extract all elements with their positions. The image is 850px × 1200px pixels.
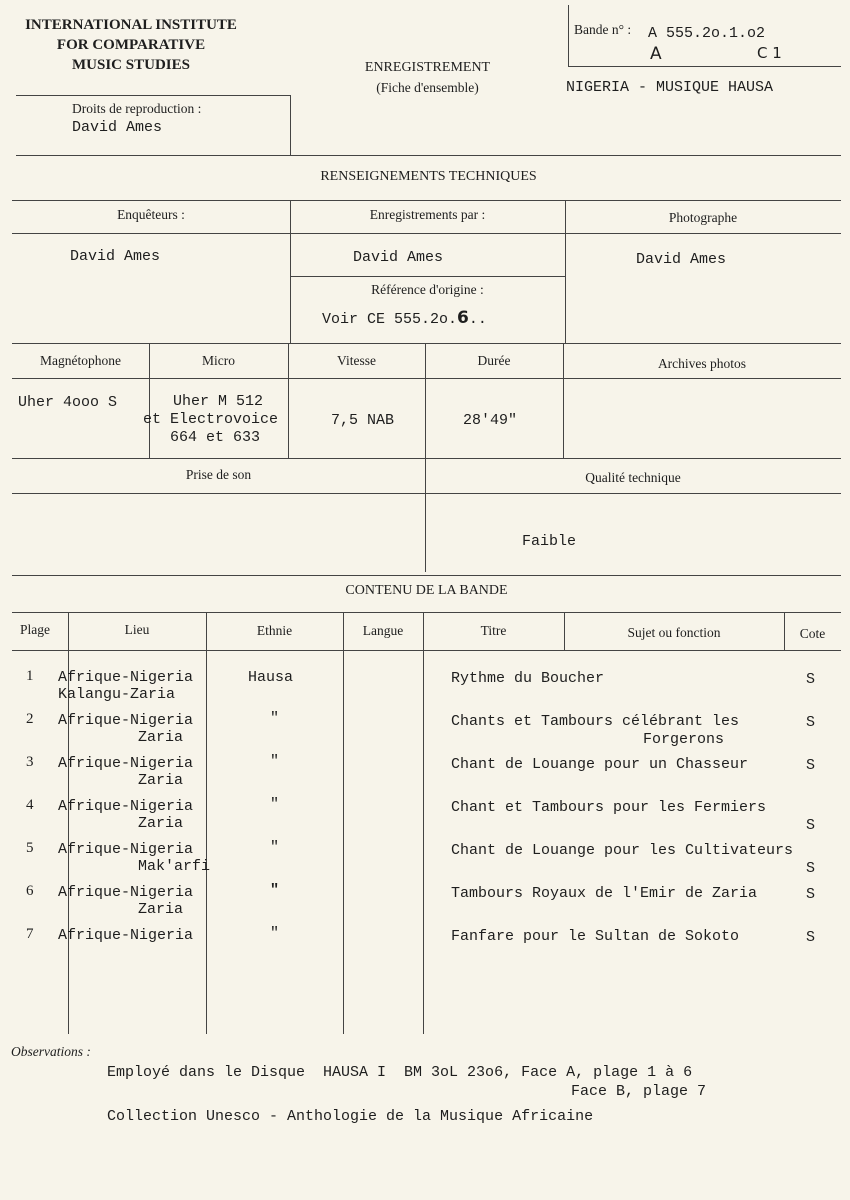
photographe-label: Photographe xyxy=(668,210,738,225)
row-ethnie: " xyxy=(270,796,280,813)
row-titre: Chants et Tambours célébrant les xyxy=(451,713,740,730)
table-row xyxy=(0,840,850,880)
row-lieu-detail: Zaria xyxy=(138,729,184,746)
row-lieu-detail: Zaria xyxy=(138,772,184,789)
row-cote: S xyxy=(806,671,816,688)
bande-number: A 555.2o.1.o2 xyxy=(648,25,766,42)
reference-label: Référence d'origine : xyxy=(371,282,484,297)
reference-suffix: .. xyxy=(468,311,487,328)
row-titre: Chant de Louange pour un Chasseur xyxy=(451,756,749,773)
row-lieu-detail: Zaria xyxy=(138,901,184,918)
prise-label: Prise de son xyxy=(185,467,252,482)
magneto-value: Uher 4ooo S xyxy=(18,394,118,411)
enregistrements-label: Enregistrements par : xyxy=(369,207,486,222)
reference-value: Voir CE 555.2o. xyxy=(322,311,458,328)
region-title: NIGERIA - MUSIQUE HAUSA xyxy=(566,79,774,96)
row-plage: 1 xyxy=(26,668,34,684)
row-ethnie: " xyxy=(270,753,280,770)
row-titre-cont: Forgerons xyxy=(643,731,725,748)
row-plage: 7 xyxy=(26,926,34,942)
observations-line-3: Collection Unesco - Anthologie de la Musique Africaine xyxy=(107,1108,594,1125)
row-plage: 2 xyxy=(26,711,34,727)
qualite-label: Qualité technique xyxy=(585,470,681,485)
vitesse-label: Vitesse xyxy=(337,353,376,368)
enqueteurs-value: David Ames xyxy=(70,248,161,265)
observations-line-2: Face B, plage 7 xyxy=(571,1083,707,1100)
col-sujet: Sujet ou fonction xyxy=(627,625,721,640)
magneto-label: Magnétophone xyxy=(40,353,121,368)
row-lieu: Afrique-Nigeria xyxy=(58,669,194,686)
row-plage: 3 xyxy=(26,754,34,770)
row-titre: Tambours Royaux de l'Emir de Zaria xyxy=(451,885,758,902)
row-cote: S xyxy=(806,886,816,903)
col-plage: Plage xyxy=(20,622,50,637)
row-plage: 6 xyxy=(26,883,34,899)
row-titre: Fanfare pour le Sultan de Sokoto xyxy=(451,928,740,945)
row-titre: Rythme du Boucher xyxy=(451,670,605,687)
table-row xyxy=(0,926,850,966)
row-cote: S xyxy=(806,860,816,877)
table-row xyxy=(0,797,850,837)
row-lieu: Afrique-Nigeria xyxy=(58,841,194,858)
reference-value-group xyxy=(322,308,487,328)
col-titre: Titre xyxy=(480,623,507,638)
observations-label: Observations : xyxy=(11,1044,91,1059)
form-subtitle: (Fiche d'ensemble) xyxy=(376,80,479,95)
row-cote: S xyxy=(806,714,816,731)
tech-section-title: RENSEIGNEMENTS TECHNIQUES xyxy=(320,169,537,184)
row-cote: S xyxy=(806,817,816,834)
row-ethnie: " xyxy=(270,710,280,727)
archives-label: Archives photos xyxy=(657,356,747,371)
table-row xyxy=(0,883,850,923)
table-row xyxy=(0,668,850,708)
photographe-value: David Ames xyxy=(636,251,727,268)
bande-handwritten-c: C 1 xyxy=(757,44,782,62)
institute-line-2: FOR COMPARATIVE xyxy=(56,37,206,53)
content-section-title: CONTENU DE LA BANDE xyxy=(345,583,508,598)
vitesse-value: 7,5 NAB xyxy=(331,412,395,429)
col-lieu: Lieu xyxy=(124,622,150,637)
row-plage: 4 xyxy=(26,797,34,813)
row-plage: 5 xyxy=(26,840,34,856)
row-titre: Chant et Tambours pour les Fermiers xyxy=(451,799,767,816)
droits-value: David Ames xyxy=(72,119,163,136)
micro-line-1: Uher M 512 xyxy=(173,393,264,410)
micro-label: Micro xyxy=(202,353,235,368)
row-lieu: Afrique-Nigeria xyxy=(58,712,194,729)
micro-line-2: et Electrovoice xyxy=(143,411,279,428)
col-ethnie: Ethnie xyxy=(256,623,293,638)
duree-label: Durée xyxy=(477,353,511,368)
table-row xyxy=(0,711,850,751)
row-cote: S xyxy=(806,929,816,946)
reference-handwritten-number: 6 xyxy=(457,308,469,328)
row-lieu: Afrique-Nigeria xyxy=(58,755,194,772)
row-titre: Chant de Louange pour les Cultivateurs xyxy=(451,842,794,859)
table-row xyxy=(0,754,850,794)
institute-line-3: MUSIC STUDIES xyxy=(72,57,190,73)
droits-label: Droits de reproduction : xyxy=(72,101,202,116)
row-ethnie: " xyxy=(270,882,280,899)
observations-line-1: Employé dans le Disque HAUSA I BM 3oL 23o6, Face A, plage 1 à 6 xyxy=(107,1064,693,1081)
col-langue: Langue xyxy=(362,623,404,638)
micro-line-3: 664 et 633 xyxy=(170,429,261,446)
row-cote: S xyxy=(806,757,816,774)
row-lieu-detail: Kalangu-Zaria xyxy=(58,686,176,703)
institute-name xyxy=(16,15,246,75)
institute-line-1: INTERNATIONAL INSTITUTE xyxy=(25,17,237,33)
enqueteurs-label: Enquêteurs : xyxy=(117,207,185,222)
bande-label: Bande n° : xyxy=(574,22,632,37)
row-ethnie: " xyxy=(270,839,280,856)
duree-value: 28'49" xyxy=(463,412,518,429)
row-lieu-detail: Zaria xyxy=(138,815,184,832)
qualite-value: Faible xyxy=(522,533,577,550)
enregistrements-value: David Ames xyxy=(353,249,444,266)
row-lieu: Afrique-Nigeria xyxy=(58,927,194,944)
col-cote: Cote xyxy=(799,626,826,641)
row-ethnie: " xyxy=(270,925,280,942)
row-ethnie: Hausa xyxy=(248,669,294,686)
row-lieu-detail: Mak'arfi xyxy=(138,858,211,875)
row-lieu: Afrique-Nigeria xyxy=(58,884,194,901)
row-lieu: Afrique-Nigeria xyxy=(58,798,194,815)
form-title: ENREGISTREMENT xyxy=(364,60,491,75)
bande-handwritten-a: A xyxy=(650,44,662,64)
